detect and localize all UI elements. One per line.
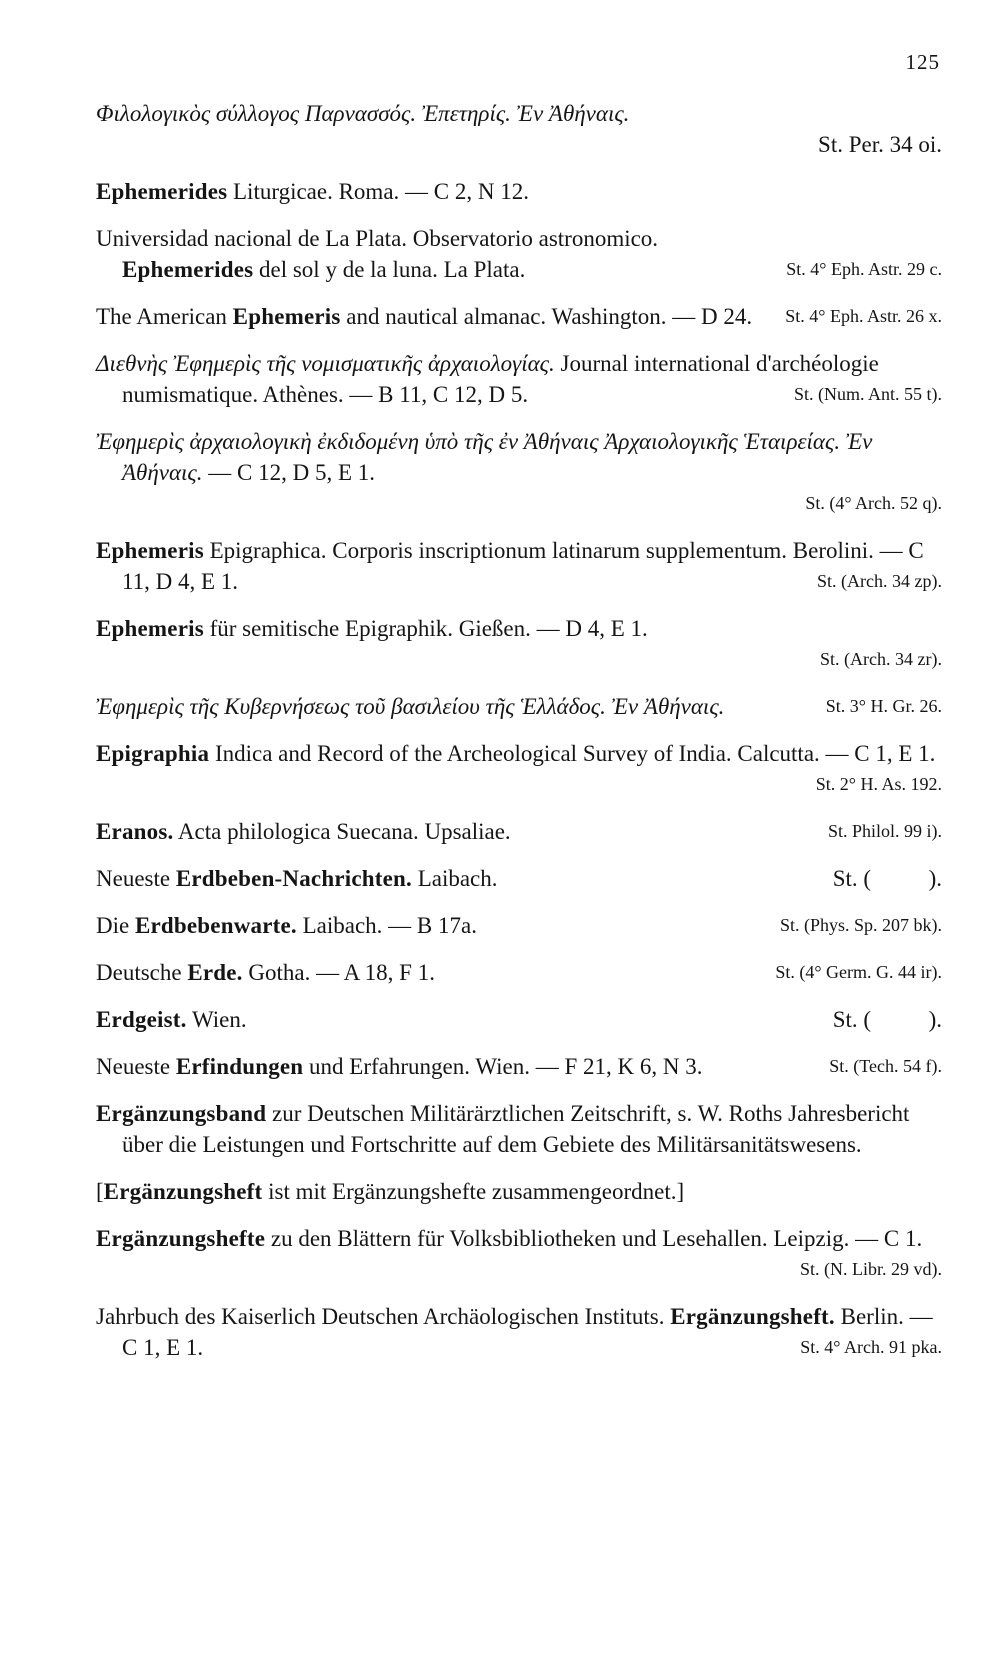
entry-text: Journal international d'archéologie numismatique. Athènes. — B 11, C 12, D 5. <box>122 351 879 407</box>
shelf-mark: St. 2° H. As. 192. <box>815 774 942 794</box>
entry-greek-title: Ἐφημερὶς ἀρχαιολογικὴ ἐκδιδομένη ὑπὸ τῆς ἐν Ἀθήναις Ἀρχαιολογικῆς Ἑταιρείας. Ἐν Ἀθήναις. <box>96 429 873 485</box>
entry-list <box>96 98 942 1379</box>
entry-text: Indica and Record of the Archeological Survey of India. Calcutta. — C 1, E 1. <box>209 741 936 766</box>
page-number: 125 <box>905 50 940 74</box>
entry-keyword: Ephemeris <box>96 538 204 563</box>
entry-text: Liturgicae. Roma. — C 2, N 12. <box>227 179 529 204</box>
entry <box>96 1176 942 1207</box>
entry-text: Wien. <box>186 1007 247 1032</box>
entry-text: ist mit Ergänzungshefte zusammengeordnet.] <box>262 1179 685 1204</box>
entry <box>96 348 942 410</box>
entry-keyword: Ephemeris <box>96 616 204 641</box>
entry-keyword: Ergänzungsheft <box>103 1179 263 1204</box>
entry-keyword: Ergänzungshefte <box>96 1226 266 1251</box>
entry-text: Berlin. — C 1, E 1. <box>122 1304 933 1360</box>
entry-keyword: Erdbebenwarte. <box>134 913 297 938</box>
entry-keyword: Epigraphia <box>96 741 210 766</box>
entry-keyword: Eranos. <box>96 819 174 844</box>
entry-text: Gotha. — A 18, F 1. <box>242 960 435 985</box>
entry-keyword: Ergänzungsheft. <box>670 1304 835 1329</box>
shelf-mark: St. (4° Germ. G. 44 ir). <box>775 962 942 982</box>
entry-prefix: Neueste <box>96 866 176 891</box>
document-page <box>96 0 942 1671</box>
entry-prefix: Deutsche <box>96 960 188 985</box>
shelf-mark: St. Per. 34 oi. <box>818 132 942 157</box>
shelf-mark: St. 3° H. Gr. 26. <box>825 696 942 716</box>
shelf-mark: St. 4° Arch. 91 pka. <box>800 1337 942 1357</box>
entry-prefix: The American <box>96 304 233 329</box>
entry <box>96 613 942 675</box>
entry-keyword: Ephemeris <box>232 304 341 329</box>
entry-text: Laibach. <box>411 866 498 891</box>
entry-prefix: Universidad nacional de La Plata. Observatorio astronomico. <box>96 226 659 251</box>
entry-prefix: Die <box>96 913 135 938</box>
entry-keyword: Erfindungen <box>175 1054 304 1079</box>
entry-text: Laibach. — B 17a. <box>296 913 477 938</box>
entry <box>96 1004 942 1035</box>
entry-text: del sol y de la luna. La Plata. <box>253 257 526 282</box>
entry-keyword: Erdgeist. <box>96 1007 187 1032</box>
shelf-mark: St. (Phys. Sp. 207 bk). <box>779 915 942 935</box>
entry-text: zu den Blättern für Volksbibliotheken und Lesehallen. Leipzig. — C 1. <box>265 1226 923 1251</box>
entry-keyword: Ephemerides <box>122 257 254 282</box>
entry-keyword: Erde. <box>187 960 243 985</box>
entry <box>96 910 942 941</box>
shelf-mark: St. (Tech. 54 f). <box>829 1056 942 1076</box>
shelf-mark: St. (N. Libr. 29 vd). <box>800 1259 942 1279</box>
entry-keyword: Erdbeben-Nachrichten. <box>175 866 412 891</box>
entry <box>96 1223 942 1285</box>
entry <box>96 1098 942 1160</box>
entry-text: Epigraphica. Corporis inscriptionum latinarum supplementum. Berolini. — C 11, D 4, E 1. <box>122 538 924 594</box>
entry-greek-title: Ἐφημερὶς τῆς Κυβερνήσεως τοῦ βασιλείου τῆς Ἑλλάδος. Ἐν Ἀθήναις. <box>96 694 725 719</box>
entry <box>96 691 942 722</box>
entry-text: zur Deutschen Militärärztlichen Zeitschrift, s. W. Roths Jahresbericht über die Leistungen und Fortschritte auf dem Gebiete des Militärsanitätswesens. <box>122 1101 910 1157</box>
entry-text: und Erfahrungen. Wien. — F 21, K 6, N 3. <box>303 1054 703 1079</box>
entry <box>96 176 942 207</box>
entry-greek-title: Διεθνὴς Ἐφημερὶς τῆς νομισματικῆς ἀρχαιολογίας. <box>96 351 555 376</box>
entry-prefix: Neueste <box>96 1054 176 1079</box>
entry-prefix: Jahrbuch des Kaiserlich Deutschen Archäologischen Instituts. <box>96 1304 671 1329</box>
shelf-mark: St. (Num. Ant. 55 t). <box>793 384 942 404</box>
entry-keyword: Ergänzungsband <box>96 1101 267 1126</box>
entry <box>96 98 942 160</box>
entry <box>96 426 942 519</box>
shelf-mark: St. ( ). <box>832 1007 942 1032</box>
entry <box>96 957 942 988</box>
entry <box>96 863 942 894</box>
shelf-mark: St. (Arch. 34 zr). <box>820 649 942 669</box>
shelf-mark: St. ( ). <box>832 866 942 891</box>
entry-text: — C 12, D 5, E 1. <box>202 460 376 485</box>
entry-keyword: Ephemerides <box>96 179 228 204</box>
entry <box>96 1301 942 1363</box>
entry-text: Acta philologica Suecana. Upsaliae. <box>173 819 511 844</box>
entry <box>96 535 942 597</box>
shelf-mark: St. 4° Eph. Astr. 26 x. <box>785 306 942 326</box>
entry-text: für semitische Epigraphik. Gießen. — D 4, E 1. <box>203 616 648 641</box>
entry <box>96 816 942 847</box>
shelf-mark: St. (Arch. 34 zp). <box>817 571 942 591</box>
shelf-mark: St. (4° Arch. 52 q). <box>805 493 942 513</box>
entry <box>96 301 942 332</box>
shelf-mark: St. 4° Eph. Astr. 29 c. <box>786 259 942 279</box>
entry <box>96 738 942 800</box>
entry <box>96 1051 942 1082</box>
entry <box>96 223 942 285</box>
shelf-mark: St. Philol. 99 i). <box>827 821 942 841</box>
entry-greek-title: Φιλολογικὸς σύλλογος Παρνασσός. Ἐπετηρίς. Ἐν Ἀθήναις. <box>96 101 630 126</box>
entry-prefix: [ <box>96 1179 104 1204</box>
entry-text: and nautical almanac. Washington. — D 24. <box>340 304 753 329</box>
